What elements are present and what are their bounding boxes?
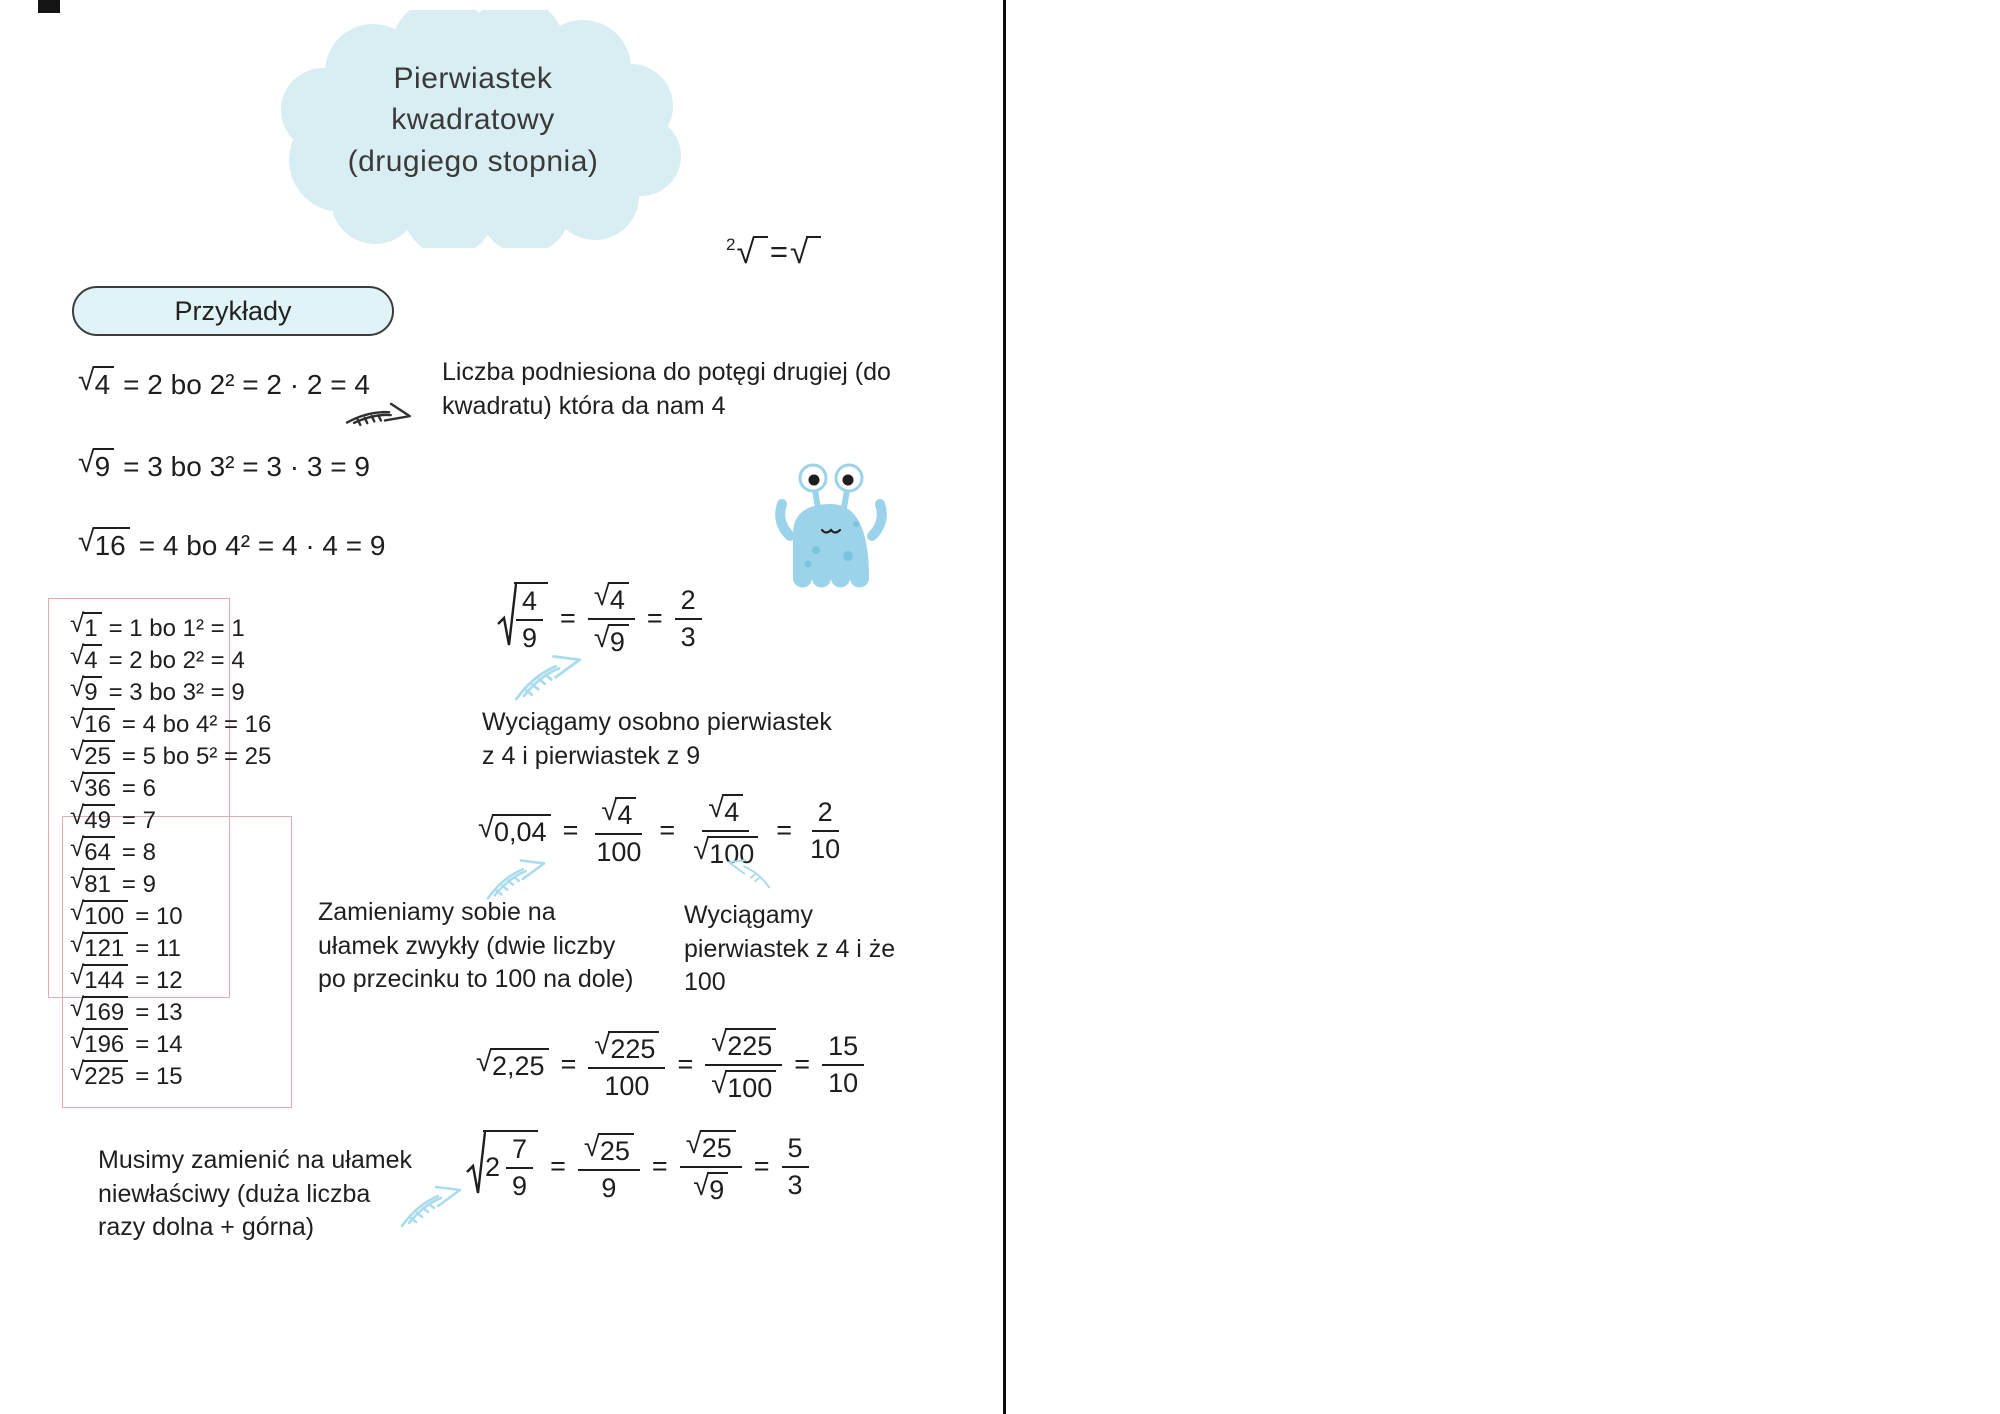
radical: √ 16 bbox=[70, 708, 115, 737]
fraction bbox=[680, 1128, 742, 1204]
radical: √ 1 bbox=[70, 612, 102, 641]
fraction: √ 225 100 bbox=[588, 1029, 665, 1100]
radical: √ 169 bbox=[70, 996, 128, 1025]
radical: √ 81 bbox=[70, 868, 115, 897]
radical: √ 25 bbox=[686, 1130, 736, 1162]
list-item: √ 25 = 5 bo 5² = 25 bbox=[70, 738, 272, 770]
radical bbox=[497, 582, 548, 654]
sketch-arrow-black bbox=[332, 376, 429, 456]
equals-sign: = bbox=[646, 602, 663, 633]
note-line: Wyciągamy osobno pierwiastek bbox=[482, 708, 832, 736]
sqrt-sign: √ bbox=[693, 834, 710, 866]
fraction: $\frac{15}{10}$ bbox=[822, 1031, 864, 1097]
radical: √ 144 bbox=[70, 964, 128, 993]
radical: √ 196 bbox=[70, 1028, 128, 1057]
equals-sign: = bbox=[560, 602, 576, 633]
radical: √ 0,04 bbox=[478, 814, 551, 846]
list-item: √ 169 = 13 bbox=[70, 994, 183, 1026]
title-line: kwadratowy bbox=[391, 103, 555, 137]
sketch-arrow-blue-4 bbox=[398, 1176, 464, 1232]
list-item: √ 144 = 12 bbox=[70, 962, 183, 994]
sqrt-sign: √ bbox=[711, 1068, 728, 1100]
sqrt-sign: √ bbox=[70, 962, 85, 990]
radical: √ 16 bbox=[78, 527, 130, 560]
list-item: √ 64 = 8 bbox=[70, 834, 156, 866]
scan-artifact bbox=[38, 0, 60, 13]
index-two: 2 bbox=[726, 235, 736, 254]
equals-sign: = bbox=[560, 1048, 577, 1079]
fraction bbox=[588, 580, 635, 656]
title-line: Pierwiastek bbox=[393, 62, 553, 95]
list-item: √ 4 = 2 bo 2² = 4 bbox=[70, 642, 245, 674]
note-square bbox=[442, 356, 891, 423]
radical: √ 100 bbox=[693, 836, 758, 868]
example-sqrt-16: √ 16 = 4 bo 4² = 4 · 4 = 9 bbox=[78, 525, 386, 561]
monster-illustration bbox=[766, 458, 896, 598]
radical: √ 9 bbox=[693, 1172, 728, 1204]
equals-sign: = bbox=[651, 1150, 668, 1181]
sqrt-sign: √ bbox=[789, 234, 809, 271]
sqrt-sign: √ bbox=[70, 706, 85, 734]
radical: √ 225 bbox=[70, 1060, 128, 1089]
sqrt-sign: √ bbox=[711, 1026, 728, 1058]
fraction: $\frac{7}{9}$ bbox=[506, 1134, 533, 1200]
radical: √ 64 bbox=[70, 836, 115, 865]
sqrt-sign: √ bbox=[70, 898, 85, 926]
radical bbox=[736, 236, 767, 269]
list-item: √ 36 = 6 bbox=[70, 770, 156, 802]
note-line: kwadratu) która da nam 4 bbox=[442, 391, 726, 420]
radical: √ 4 bbox=[70, 644, 102, 673]
list-item: √ 16 = 4 bo 4² = 16 bbox=[70, 706, 272, 738]
radical: √ 4 bbox=[708, 794, 743, 826]
radical: √ 100 bbox=[70, 900, 128, 929]
fraction: $\frac{2}{10}$ bbox=[810, 797, 841, 864]
sqrt-sign: √ bbox=[70, 1058, 85, 1086]
examples-heading bbox=[72, 286, 394, 336]
equals-sign: = bbox=[562, 814, 579, 845]
square-roots-list bbox=[70, 612, 271, 1092]
radical: √ 9 bbox=[594, 624, 629, 656]
equals-sign: = bbox=[794, 1048, 811, 1079]
examples-label: Przykłady bbox=[174, 295, 292, 326]
sqrt-sign: √ bbox=[736, 234, 755, 271]
example-sqrt-9: √ 9 = 3 bo 3² = 3 · 3 = 9 bbox=[78, 446, 370, 482]
fraction: $\frac{4}{9}$ bbox=[516, 586, 543, 652]
sqrt-sign: √ bbox=[78, 525, 95, 558]
sqrt-sign: √ bbox=[70, 674, 85, 702]
radical: √ 100 bbox=[711, 1070, 776, 1102]
equals-sign: = bbox=[776, 814, 793, 845]
sqrt-sign: √ bbox=[685, 1128, 702, 1160]
whole-number: 2 bbox=[485, 1151, 501, 1182]
list-item: √ 49 = 7 bbox=[70, 802, 156, 834]
sqrt-sign: √ bbox=[583, 1130, 600, 1163]
fraction: √ 4 100 bbox=[596, 794, 642, 867]
radical bbox=[790, 236, 821, 269]
fraction: $\frac{2}{3}$ bbox=[675, 585, 702, 651]
sqrt-sign: √ bbox=[593, 580, 610, 612]
sqrt-sign: √ bbox=[593, 622, 610, 654]
sqrt-sign: √ bbox=[70, 930, 85, 958]
note-decimal-right bbox=[684, 899, 895, 1000]
sqrt-sign: √ bbox=[476, 1046, 493, 1078]
sqrt-sign: √ bbox=[78, 446, 95, 479]
sqrt-sign: √ bbox=[70, 834, 85, 862]
sqrt-sign: √ bbox=[78, 364, 95, 397]
sqrt-sign: √ bbox=[601, 794, 618, 827]
equation-mixed-number bbox=[466, 1128, 809, 1204]
sketch-arrow-blue-3 bbox=[726, 848, 772, 896]
sqrt-sign: √ bbox=[594, 1028, 611, 1061]
radical: √ 25 bbox=[584, 1133, 634, 1165]
radical: √ 49 bbox=[70, 804, 115, 833]
equals-sign: = bbox=[550, 1150, 566, 1181]
sqrt-sign: √ bbox=[70, 610, 85, 638]
note-line: po przecinku to 100 na dole) bbox=[318, 965, 634, 993]
radical: √ 25 bbox=[70, 740, 115, 769]
note-line: 100 bbox=[684, 968, 726, 996]
page-title bbox=[253, 58, 693, 182]
list-item: √ 225 = 15 bbox=[70, 1058, 183, 1090]
page-divider-line bbox=[1003, 0, 1006, 1414]
note-line: z 4 i pierwiastek z 9 bbox=[482, 741, 701, 770]
equals-sign: = bbox=[753, 1150, 770, 1181]
equation-decimal-225 bbox=[476, 1026, 864, 1102]
sqrt-sign: √ bbox=[70, 770, 85, 798]
equals-sign: = bbox=[769, 234, 788, 269]
radical: √ 36 bbox=[70, 772, 115, 801]
note-line: razy dolna + górna) bbox=[98, 1213, 315, 1241]
example-sqrt-4: √ 4 = 2 bo 2² = 2 · 2 = 4 bbox=[78, 364, 370, 400]
sketch-arrow-blue-1 bbox=[512, 645, 584, 705]
list-item: √ 9 = 3 bo 3² = 9 bbox=[70, 674, 245, 706]
note-line: ułamek zwykły (dwie liczby bbox=[318, 931, 616, 960]
radical: √ 225 bbox=[711, 1028, 776, 1060]
sqrt-sign: √ bbox=[70, 866, 85, 894]
list-item: √ 81 = 9 bbox=[70, 866, 156, 898]
note-line: Liczba podniesiona do potęgi drugiej (do bbox=[442, 358, 891, 386]
equals-sign: = bbox=[677, 1048, 694, 1079]
note-line: pierwiastek z 4 i że bbox=[684, 934, 896, 963]
sqrt-sign: √ bbox=[70, 738, 85, 766]
note-line: niewłaściwy (duża liczba bbox=[98, 1179, 371, 1208]
title-line: (drugiego stopnia) bbox=[347, 144, 599, 178]
sqrt-sign: √ bbox=[70, 802, 85, 830]
radical: √ 4 bbox=[78, 366, 114, 399]
note-line: Musimy zamienić na ułamek bbox=[98, 1146, 412, 1174]
list-item: √ 1 = 1 bo 1² = 1 bbox=[70, 610, 245, 642]
sqrt-sign: √ bbox=[478, 812, 495, 844]
radical: √ 9 bbox=[70, 676, 102, 705]
radical: √ 2,25 bbox=[476, 1048, 549, 1080]
fraction: √ 25 9 bbox=[578, 1131, 640, 1202]
radical: √ 225 bbox=[594, 1031, 659, 1063]
list-item: √ 196 = 14 bbox=[70, 1026, 183, 1058]
note-fraction bbox=[482, 706, 832, 773]
sqrt-sign: √ bbox=[70, 994, 85, 1022]
radical: √ 121 bbox=[70, 932, 128, 961]
fraction: $\frac{5}{3}$ bbox=[782, 1133, 809, 1199]
radical: √ 9 bbox=[78, 448, 114, 481]
sqrt-sign: √ bbox=[70, 642, 85, 670]
equals-sign: = bbox=[659, 814, 676, 845]
root-index-notation bbox=[726, 236, 821, 269]
note-line: Zamieniamy sobie na bbox=[318, 898, 556, 926]
list-item: √ 100 = 10 bbox=[70, 898, 183, 930]
note-line: Wyciągamy bbox=[684, 901, 813, 929]
sqrt-sign: √ bbox=[708, 792, 725, 824]
sqrt-sign: √ bbox=[70, 1026, 85, 1054]
sqrt-sign: √ bbox=[693, 1170, 710, 1202]
fraction bbox=[705, 1026, 782, 1102]
radical: √ 4 bbox=[594, 582, 629, 614]
note-decimal-left bbox=[318, 896, 634, 997]
note-mixed bbox=[98, 1144, 412, 1245]
radical: √ 4 bbox=[601, 797, 636, 829]
list-item: √ 121 = 11 bbox=[70, 930, 181, 962]
radical bbox=[466, 1130, 538, 1202]
